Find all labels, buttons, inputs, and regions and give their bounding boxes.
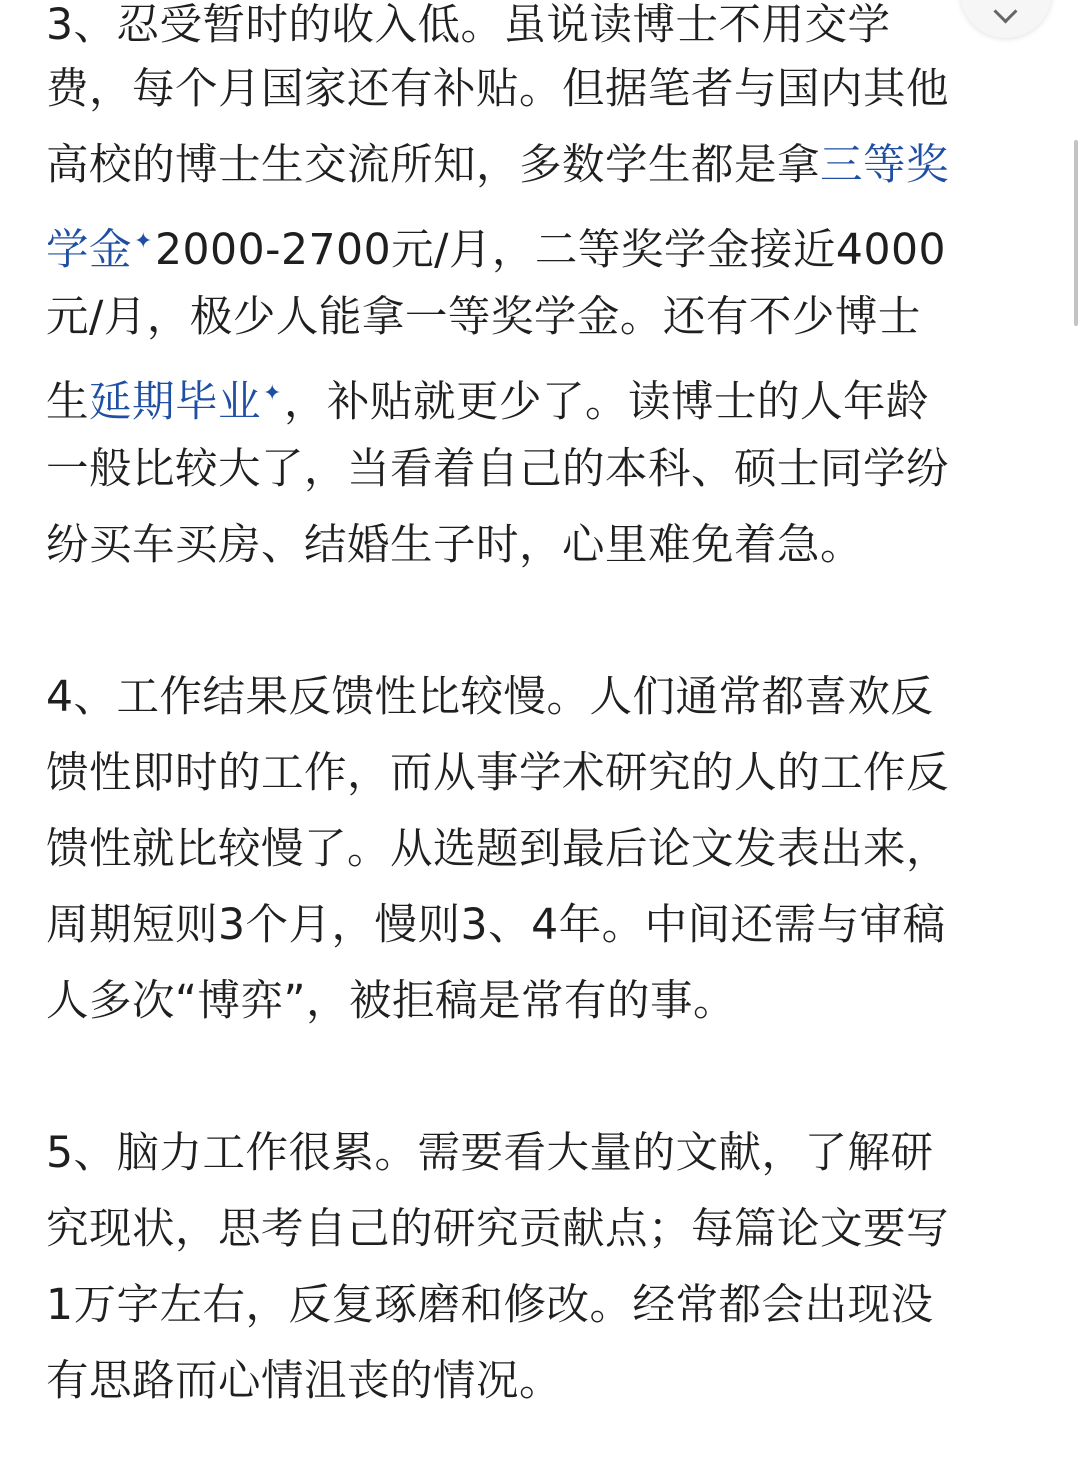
paragraph-3-line-6-text: ，补贴就更少了。读博士的人年龄 [283, 378, 929, 427]
paragraph-3-line-1: 3、忍受暂时的收入低。虽说读博士不用交学 [46, 1, 891, 50]
paragraph-4-line-3: 馈性就比较慢了。从选题到最后论文发表出来， [46, 825, 950, 874]
article-body [46, 0, 1036, 1420]
paragraph-3-line-7: 一般比较大了，当看着自己的本科、硕士同学纷 [46, 445, 950, 494]
paragraph-4-line-4: 周期短则3个月，慢则3、4年。中间还需与审稿 [46, 901, 946, 950]
paragraph-3-line-3-text: 高校的博士生交流所知，多数学生都是拿 [46, 141, 821, 190]
paragraph-gap [46, 584, 1036, 660]
scrollbar[interactable] [1074, 140, 1078, 326]
paragraph-3-line-6 [46, 356, 1036, 432]
paragraph-3-line-5: 元/月，极少人能拿一等奖学金。还有不少博士 [46, 293, 921, 342]
link-delayed-graduation[interactable]: 延期毕业 [89, 378, 262, 427]
link-scholarship-part1[interactable]: 三等奖 [820, 141, 950, 190]
paragraph-3-line-4 [46, 204, 1036, 280]
paragraph-5-line-4: 有思路而心情沮丧的情况。 [46, 1357, 563, 1406]
link-scholarship-part2[interactable]: 学金 [46, 226, 133, 275]
paragraph-3-line-8: 纷买车买房、结婚生子时，心里难免着急。 [46, 521, 864, 570]
paragraph-4-line-1: 4、工作结果反馈性比较慢。人们通常都喜欢反 [46, 673, 934, 722]
paragraph-3-line-6-pre: 生 [46, 378, 90, 427]
paragraph-4-line-5: 人多次“博弈”，被拒稿是常有的事。 [46, 977, 737, 1026]
paragraph-5-line-3: 1万字左右，反复琢磨和修改。经常都会出现没 [46, 1281, 934, 1330]
paragraph-3-line-2: 费，每个月国家还有补贴。但据笔者与国内其他 [46, 65, 950, 114]
sparkle-icon: ✦ [263, 381, 282, 406]
sparkle-icon: ✦ [134, 229, 153, 254]
paragraph-5-line-1: 5、脑力工作很累。需要看大量的文献，了解研 [46, 1129, 934, 1178]
paragraph-3-line-4-text: 2000-2700元/月，二等奖学金接近4000 [154, 226, 947, 275]
paragraph-3-line-3 [46, 128, 1036, 204]
paragraph-gap [46, 1040, 1036, 1116]
paragraph-5-line-2: 究现状，思考自己的研究贡献点；每篇论文要写 [46, 1205, 950, 1254]
paragraph-4-line-2: 馈性即时的工作，而从事学术研究的人的工作反 [46, 749, 950, 798]
